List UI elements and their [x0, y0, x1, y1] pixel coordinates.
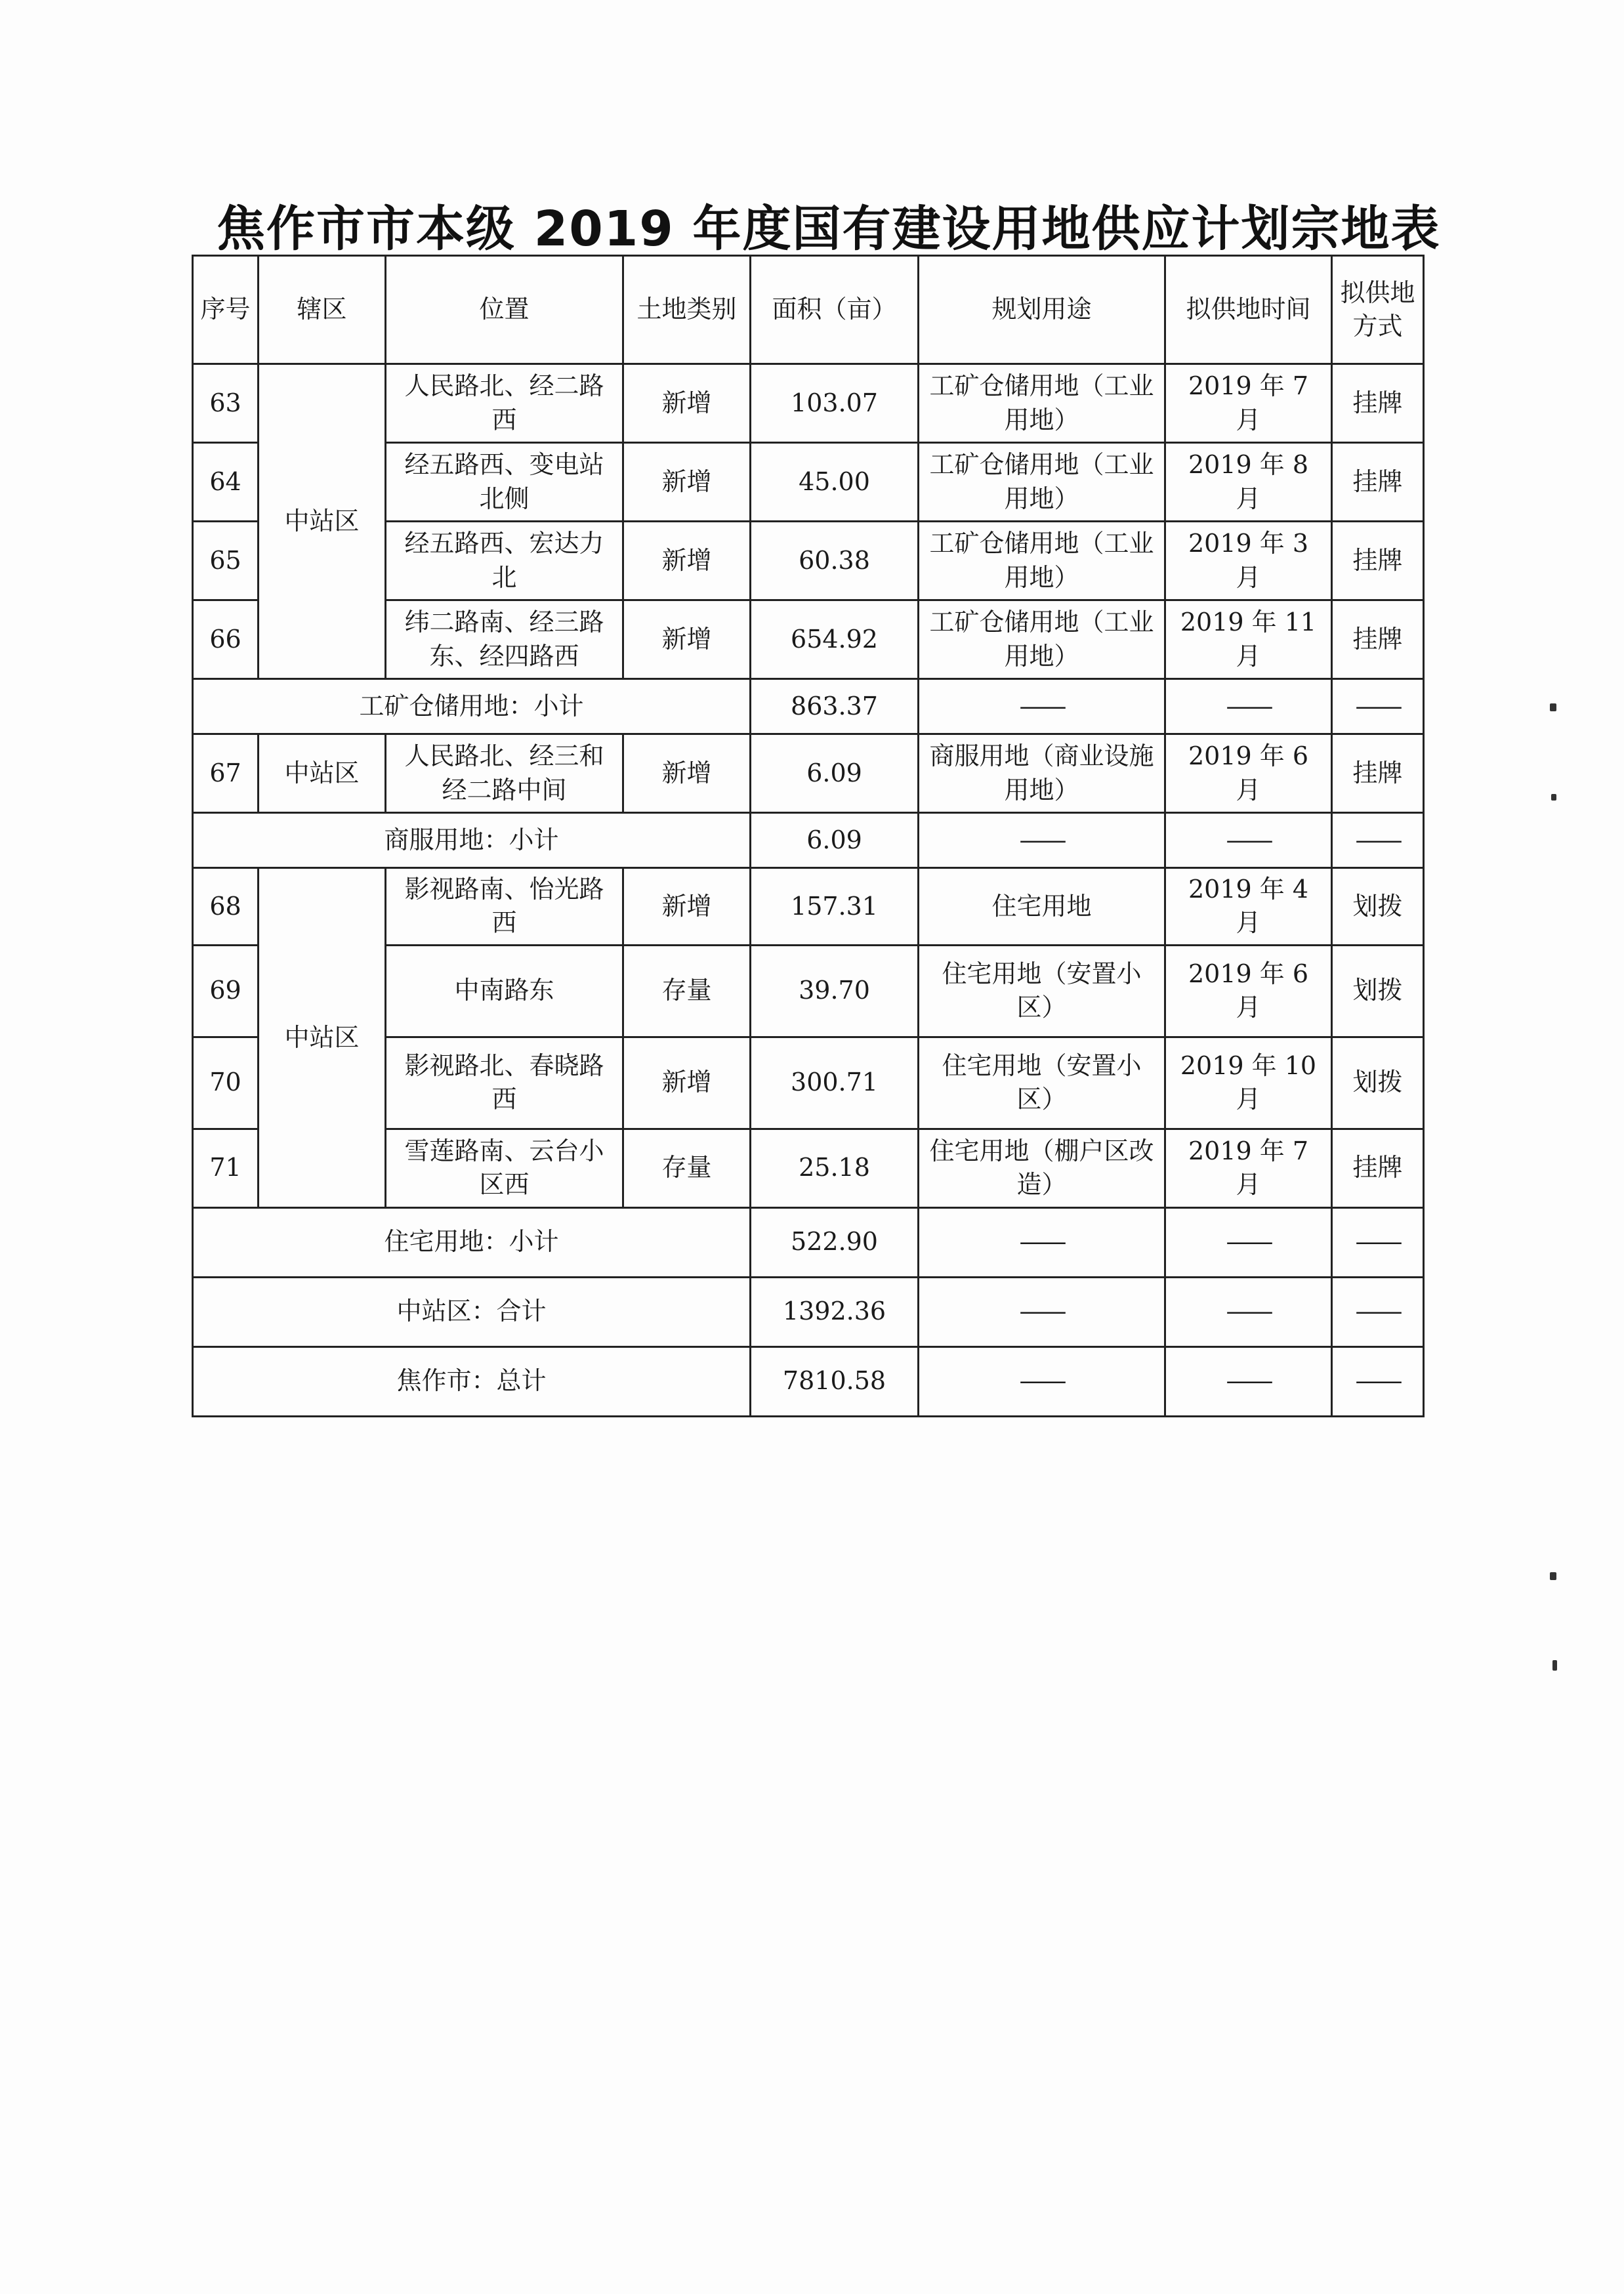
header-district: 辖区	[259, 256, 386, 364]
cell-usage: 住宅用地（安置小区）	[919, 1037, 1165, 1129]
grand-total-area: 7810.58	[751, 1346, 919, 1416]
cell-location: 中南路东	[386, 945, 623, 1037]
dash-cell: ——	[919, 1346, 1165, 1416]
cell-area: 157.31	[751, 868, 919, 946]
subtotal-area: 863.37	[751, 679, 919, 734]
cell-time: 2019 年 11 月	[1165, 600, 1332, 679]
cell-time: 2019 年 7 月	[1165, 364, 1332, 443]
dash-cell: ——	[919, 679, 1165, 734]
cell-time: 2019 年 4 月	[1165, 868, 1332, 946]
dash-cell: ——	[919, 1207, 1165, 1277]
cell-method: 挂牌	[1332, 522, 1424, 600]
scan-speck	[1550, 703, 1556, 711]
dash-cell: ——	[1165, 1346, 1332, 1416]
cell-location: 雪莲路南、云台小区西	[386, 1129, 623, 1207]
total-label: 中站区：合计	[193, 1277, 751, 1346]
cell-seq: 67	[193, 734, 259, 813]
subtotal-area: 6.09	[751, 813, 919, 868]
header-usage: 规划用途	[919, 256, 1165, 364]
cell-district: 中站区	[259, 364, 386, 679]
cell-area: 60.38	[751, 522, 919, 600]
dash-cell: ——	[1165, 1207, 1332, 1277]
cell-method: 划拨	[1332, 945, 1424, 1037]
cell-land-type: 存量	[623, 945, 751, 1037]
cell-time: 2019 年 7 月	[1165, 1129, 1332, 1207]
total-area: 1392.36	[751, 1277, 919, 1346]
cell-area: 6.09	[751, 734, 919, 813]
cell-location: 经五路西、变电站北侧	[386, 443, 623, 522]
dash-cell: ——	[1165, 1277, 1332, 1346]
cell-usage: 住宅用地（棚户区改造）	[919, 1129, 1165, 1207]
cell-seq: 68	[193, 868, 259, 946]
cell-area: 654.92	[751, 600, 919, 679]
cell-usage: 商服用地（商业设施用地）	[919, 734, 1165, 813]
header-time: 拟供地时间	[1165, 256, 1332, 364]
cell-seq: 66	[193, 600, 259, 679]
subtotal-label: 商服用地：小计	[193, 813, 751, 868]
cell-time: 2019 年 3 月	[1165, 522, 1332, 600]
scan-speck	[1551, 794, 1556, 801]
cell-land-type: 新增	[623, 600, 751, 679]
cell-seq: 71	[193, 1129, 259, 1207]
cell-method: 挂牌	[1332, 1129, 1424, 1207]
cell-seq: 69	[193, 945, 259, 1037]
land-supply-table	[192, 255, 1425, 1417]
subtotal-label: 工矿仓储用地：小计	[193, 679, 751, 734]
cell-method: 划拨	[1332, 868, 1424, 946]
cell-method: 划拨	[1332, 1037, 1424, 1129]
header-area: 面积（亩）	[751, 256, 919, 364]
header-land-type: 土地类别	[623, 256, 751, 364]
cell-location: 影视路南、怡光路西	[386, 868, 623, 946]
subtotal-area: 522.90	[751, 1207, 919, 1277]
cell-seq: 70	[193, 1037, 259, 1129]
cell-location: 经五路西、宏达力北	[386, 522, 623, 600]
city-total-row	[193, 1346, 1424, 1416]
cell-area: 39.70	[751, 945, 919, 1037]
dash-cell: ——	[1332, 1346, 1424, 1416]
dash-cell: ——	[919, 813, 1165, 868]
cell-area: 45.00	[751, 443, 919, 522]
subtotal-label: 住宅用地：小计	[193, 1207, 751, 1277]
cell-method: 挂牌	[1332, 443, 1424, 522]
cell-method: 挂牌	[1332, 364, 1424, 443]
cell-time: 2019 年 6 月	[1165, 945, 1332, 1037]
cell-land-type: 新增	[623, 364, 751, 443]
cell-seq: 63	[193, 364, 259, 443]
table-row	[193, 364, 1424, 443]
cell-area: 25.18	[751, 1129, 919, 1207]
subtotal-row-commercial	[193, 813, 1424, 868]
cell-land-type: 存量	[623, 1129, 751, 1207]
cell-location: 影视路北、春晓路西	[386, 1037, 623, 1129]
cell-time: 2019 年 8 月	[1165, 443, 1332, 522]
cell-seq: 65	[193, 522, 259, 600]
cell-usage: 住宅用地（安置小区）	[919, 945, 1165, 1037]
cell-land-type: 新增	[623, 443, 751, 522]
dash-cell: ——	[1332, 813, 1424, 868]
cell-usage: 工矿仓储用地（工业用地）	[919, 364, 1165, 443]
dash-cell: ——	[1332, 1277, 1424, 1346]
table-row	[193, 868, 1424, 946]
cell-area: 300.71	[751, 1037, 919, 1129]
cell-time: 2019 年 10 月	[1165, 1037, 1332, 1129]
cell-usage: 工矿仓储用地（工业用地）	[919, 600, 1165, 679]
table-header-row	[193, 256, 1424, 364]
header-seq: 序号	[193, 256, 259, 364]
cell-land-type: 新增	[623, 734, 751, 813]
cell-method: 挂牌	[1332, 734, 1424, 813]
cell-land-type: 新增	[623, 522, 751, 600]
cell-location: 人民路北、经三和经二路中间	[386, 734, 623, 813]
scan-speck	[1552, 1660, 1557, 1671]
dash-cell: ——	[1165, 679, 1332, 734]
subtotal-row-residential	[193, 1207, 1424, 1277]
cell-usage: 住宅用地	[919, 868, 1165, 946]
cell-land-type: 新增	[623, 1037, 751, 1129]
cell-method: 挂牌	[1332, 600, 1424, 679]
scan-speck	[1550, 1572, 1556, 1580]
subtotal-row-industrial	[193, 679, 1424, 734]
cell-usage: 工矿仓储用地（工业用地）	[919, 443, 1165, 522]
grand-total-label: 焦作市：总计	[193, 1346, 751, 1416]
cell-usage: 工矿仓储用地（工业用地）	[919, 522, 1165, 600]
cell-location: 纬二路南、经三路东、经四路西	[386, 600, 623, 679]
cell-district: 中站区	[259, 868, 386, 1208]
cell-area: 103.07	[751, 364, 919, 443]
dash-cell: ——	[919, 1277, 1165, 1346]
table-row	[193, 734, 1424, 813]
dash-cell: ——	[1332, 679, 1424, 734]
dash-cell: ——	[1165, 813, 1332, 868]
cell-land-type: 新增	[623, 868, 751, 946]
dash-cell: ——	[1332, 1207, 1424, 1277]
header-location: 位置	[386, 256, 623, 364]
page-title: 焦作市市本级 2019 年度国有建设用地供应计划宗地表	[217, 201, 1441, 257]
cell-time: 2019 年 6 月	[1165, 734, 1332, 813]
header-method: 拟供地方式	[1332, 256, 1424, 364]
cell-seq: 64	[193, 443, 259, 522]
district-total-row	[193, 1277, 1424, 1346]
cell-location: 人民路北、经二路西	[386, 364, 623, 443]
cell-district: 中站区	[259, 734, 386, 813]
